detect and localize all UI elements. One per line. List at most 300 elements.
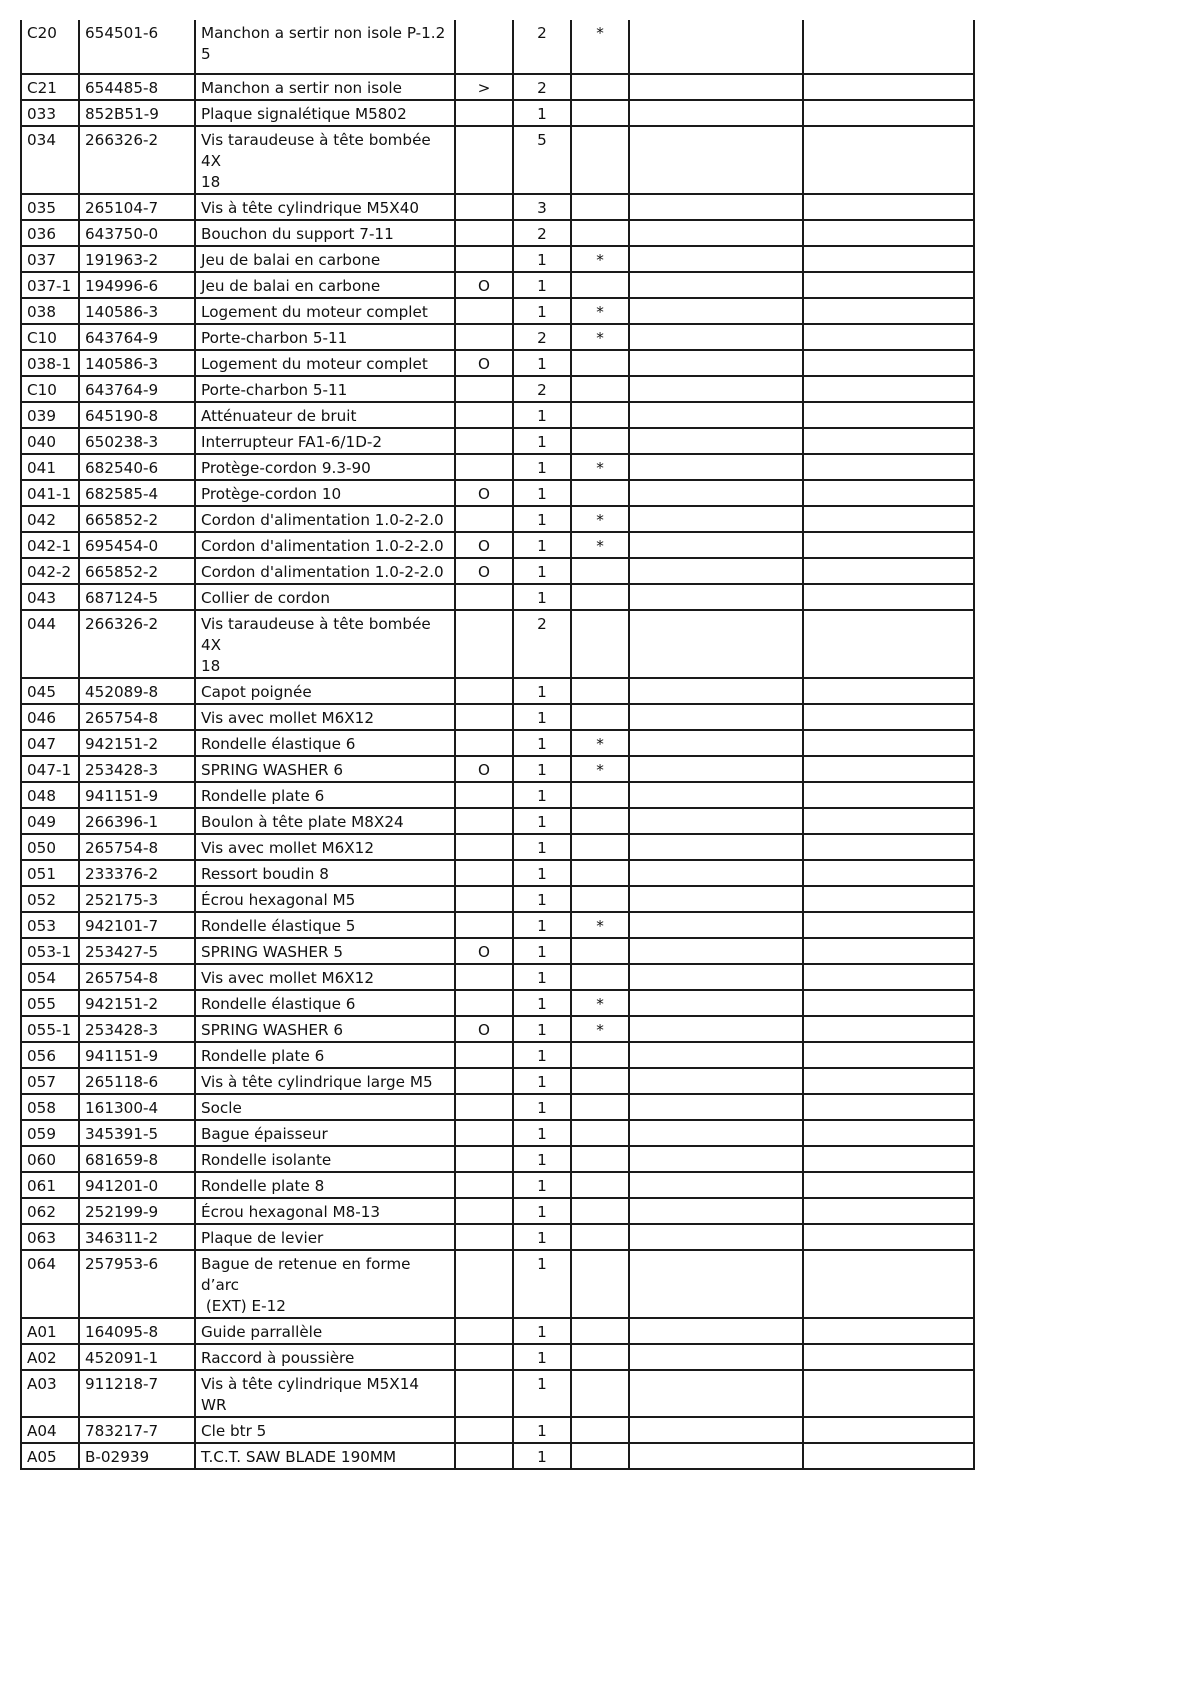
- quantity-cell: 3: [513, 194, 571, 220]
- note-cell: [455, 730, 513, 756]
- table-row: [21, 886, 974, 912]
- mark-cell: [571, 1370, 629, 1417]
- part-number-cell: 650238-3: [79, 428, 195, 454]
- mark-cell: [571, 678, 629, 704]
- note-cell: [455, 402, 513, 428]
- item-number-cell: 060: [21, 1146, 79, 1172]
- item-number-cell: 036: [21, 220, 79, 246]
- table-row: [21, 1370, 974, 1417]
- mark-cell: [571, 938, 629, 964]
- note-cell: O: [455, 532, 513, 558]
- quantity-cell: 1: [513, 1198, 571, 1224]
- blank-cell: [803, 246, 974, 272]
- table-row: [21, 376, 974, 402]
- note-cell: [455, 1068, 513, 1094]
- note-cell: [455, 324, 513, 350]
- note-cell: [455, 1146, 513, 1172]
- blank-cell: [803, 678, 974, 704]
- item-number-cell: 050: [21, 834, 79, 860]
- mark-cell: [571, 782, 629, 808]
- table-row: [21, 1094, 974, 1120]
- blank-cell: [803, 1042, 974, 1068]
- blank-cell: [803, 1094, 974, 1120]
- note-cell: [455, 1120, 513, 1146]
- note-cell: O: [455, 480, 513, 506]
- part-number-cell: 942101-7: [79, 912, 195, 938]
- quantity-cell: 1: [513, 782, 571, 808]
- quantity-cell: 2: [513, 20, 571, 74]
- item-number-cell: C10: [21, 376, 79, 402]
- item-number-cell: 062: [21, 1198, 79, 1224]
- description-cell: Socle: [195, 1094, 455, 1120]
- table-row: [21, 1016, 974, 1042]
- parts-list-body: [21, 20, 974, 1469]
- note-cell: [455, 298, 513, 324]
- blank-cell: [803, 584, 974, 610]
- note-cell: [455, 704, 513, 730]
- table-row: [21, 704, 974, 730]
- description-cell: SPRING WASHER 6: [195, 1016, 455, 1042]
- mark-cell: [571, 480, 629, 506]
- table-row: [21, 912, 974, 938]
- blank-cell: [803, 324, 974, 350]
- quantity-cell: 1: [513, 1250, 571, 1318]
- blank-cell: [629, 990, 803, 1016]
- note-cell: O: [455, 558, 513, 584]
- blank-cell: [803, 1417, 974, 1443]
- description-cell: Plaque signalétique M5802: [195, 100, 455, 126]
- table-row: [21, 324, 974, 350]
- quantity-cell: 5: [513, 126, 571, 194]
- note-cell: [455, 782, 513, 808]
- note-cell: [455, 1250, 513, 1318]
- note-cell: [455, 20, 513, 74]
- mark-cell: [571, 428, 629, 454]
- part-number-cell: 346311-2: [79, 1224, 195, 1250]
- blank-cell: [629, 1172, 803, 1198]
- blank-cell: [629, 584, 803, 610]
- table-row: [21, 834, 974, 860]
- mark-cell: [571, 100, 629, 126]
- item-number-cell: 049: [21, 808, 79, 834]
- item-number-cell: 059: [21, 1120, 79, 1146]
- part-number-cell: 265104-7: [79, 194, 195, 220]
- mark-cell: [571, 964, 629, 990]
- blank-cell: [803, 1250, 974, 1318]
- part-number-cell: 911218-7: [79, 1370, 195, 1417]
- description-cell: Boulon à tête plate M8X24: [195, 808, 455, 834]
- blank-cell: [803, 860, 974, 886]
- blank-cell: [803, 756, 974, 782]
- item-number-cell: A02: [21, 1344, 79, 1370]
- part-number-cell: 253427-5: [79, 938, 195, 964]
- mark-cell: [571, 350, 629, 376]
- part-number-cell: 161300-4: [79, 1094, 195, 1120]
- item-number-cell: 051: [21, 860, 79, 886]
- note-cell: [455, 376, 513, 402]
- description-cell: Vis à tête cylindrique large M5: [195, 1068, 455, 1094]
- item-number-cell: A04: [21, 1417, 79, 1443]
- quantity-cell: 1: [513, 298, 571, 324]
- table-row: [21, 220, 974, 246]
- blank-cell: [803, 1146, 974, 1172]
- part-number-cell: 941151-9: [79, 1042, 195, 1068]
- item-number-cell: 038-1: [21, 350, 79, 376]
- mark-cell: [571, 610, 629, 678]
- note-cell: [455, 1198, 513, 1224]
- mark-cell: *: [571, 730, 629, 756]
- blank-cell: [629, 678, 803, 704]
- mark-cell: [571, 1042, 629, 1068]
- part-number-cell: 682585-4: [79, 480, 195, 506]
- quantity-cell: 1: [513, 1120, 571, 1146]
- description-cell: Cle btr 5: [195, 1417, 455, 1443]
- description-cell: T.C.T. SAW BLADE 190MM: [195, 1443, 455, 1469]
- item-number-cell: 053: [21, 912, 79, 938]
- mark-cell: *: [571, 324, 629, 350]
- description-cell: Vis avec mollet M6X12: [195, 704, 455, 730]
- part-number-cell: 695454-0: [79, 532, 195, 558]
- item-number-cell: C10: [21, 324, 79, 350]
- blank-cell: [629, 1146, 803, 1172]
- note-cell: [455, 246, 513, 272]
- blank-cell: [803, 1172, 974, 1198]
- note-cell: [455, 100, 513, 126]
- part-number-cell: 265754-8: [79, 964, 195, 990]
- mark-cell: [571, 886, 629, 912]
- item-number-cell: 042-1: [21, 532, 79, 558]
- mark-cell: [571, 584, 629, 610]
- part-number-cell: 643764-9: [79, 376, 195, 402]
- blank-cell: [803, 1443, 974, 1469]
- blank-cell: [803, 1198, 974, 1224]
- note-cell: [455, 1443, 513, 1469]
- item-number-cell: 055-1: [21, 1016, 79, 1042]
- part-number-cell: 233376-2: [79, 860, 195, 886]
- item-number-cell: 046: [21, 704, 79, 730]
- item-number-cell: 037: [21, 246, 79, 272]
- quantity-cell: 1: [513, 756, 571, 782]
- mark-cell: [571, 1417, 629, 1443]
- note-cell: [455, 454, 513, 480]
- blank-cell: [629, 808, 803, 834]
- mark-cell: [571, 194, 629, 220]
- description-cell: Rondelle élastique 6: [195, 730, 455, 756]
- table-row: [21, 610, 974, 678]
- part-number-cell: 257953-6: [79, 1250, 195, 1318]
- blank-cell: [629, 298, 803, 324]
- blank-cell: [629, 1443, 803, 1469]
- table-row: [21, 1198, 974, 1224]
- note-cell: [455, 584, 513, 610]
- mark-cell: [571, 126, 629, 194]
- item-number-cell: 063: [21, 1224, 79, 1250]
- table-row: [21, 1443, 974, 1469]
- description-cell: Cordon d'alimentation 1.0-2-2.0: [195, 532, 455, 558]
- blank-cell: [629, 272, 803, 298]
- blank-cell: [629, 376, 803, 402]
- part-number-cell: 140586-3: [79, 298, 195, 324]
- part-number-cell: 654501-6: [79, 20, 195, 74]
- table-row: [21, 532, 974, 558]
- item-number-cell: 052: [21, 886, 79, 912]
- description-cell: Protège-cordon 9.3-90: [195, 454, 455, 480]
- item-number-cell: 048: [21, 782, 79, 808]
- description-cell: Vis taraudeuse à tête bombée 4X 18: [195, 126, 455, 194]
- table-row: [21, 1344, 974, 1370]
- table-row: [21, 990, 974, 1016]
- parts-list-table: [20, 20, 975, 1470]
- part-number-cell: 194996-6: [79, 272, 195, 298]
- quantity-cell: 2: [513, 376, 571, 402]
- blank-cell: [803, 1224, 974, 1250]
- blank-cell: [629, 1318, 803, 1344]
- quantity-cell: 1: [513, 532, 571, 558]
- quantity-cell: 1: [513, 480, 571, 506]
- description-cell: Jeu de balai en carbone: [195, 272, 455, 298]
- blank-cell: [629, 1344, 803, 1370]
- description-cell: Porte-charbon 5-11: [195, 376, 455, 402]
- table-row: [21, 272, 974, 298]
- note-cell: [455, 1042, 513, 1068]
- quantity-cell: 1: [513, 964, 571, 990]
- description-cell: Vis taraudeuse à tête bombée 4X 18: [195, 610, 455, 678]
- table-row: [21, 402, 974, 428]
- part-number-cell: 191963-2: [79, 246, 195, 272]
- quantity-cell: 1: [513, 1146, 571, 1172]
- note-cell: [455, 220, 513, 246]
- blank-cell: [629, 506, 803, 532]
- blank-cell: [803, 1068, 974, 1094]
- mark-cell: [571, 834, 629, 860]
- blank-cell: [629, 1120, 803, 1146]
- item-number-cell: 043: [21, 584, 79, 610]
- blank-cell: [803, 454, 974, 480]
- part-number-cell: 253428-3: [79, 756, 195, 782]
- mark-cell: [571, 1172, 629, 1198]
- blank-cell: [803, 782, 974, 808]
- mark-cell: [571, 1224, 629, 1250]
- part-number-cell: 452089-8: [79, 678, 195, 704]
- quantity-cell: 1: [513, 678, 571, 704]
- item-number-cell: A03: [21, 1370, 79, 1417]
- table-row: [21, 1224, 974, 1250]
- quantity-cell: 1: [513, 860, 571, 886]
- description-cell: Écrou hexagonal M5: [195, 886, 455, 912]
- blank-cell: [629, 558, 803, 584]
- mark-cell: *: [571, 756, 629, 782]
- quantity-cell: 1: [513, 1016, 571, 1042]
- mark-cell: [571, 74, 629, 100]
- part-number-cell: 253428-3: [79, 1016, 195, 1042]
- description-cell: Bague épaisseur: [195, 1120, 455, 1146]
- blank-cell: [629, 1250, 803, 1318]
- quantity-cell: 1: [513, 912, 571, 938]
- blank-cell: [629, 246, 803, 272]
- blank-cell: [629, 1068, 803, 1094]
- note-cell: [455, 428, 513, 454]
- item-number-cell: 047-1: [21, 756, 79, 782]
- description-cell: Guide parrallèle: [195, 1318, 455, 1344]
- blank-cell: [803, 100, 974, 126]
- mark-cell: *: [571, 912, 629, 938]
- part-number-cell: 941201-0: [79, 1172, 195, 1198]
- blank-cell: [629, 834, 803, 860]
- mark-cell: *: [571, 532, 629, 558]
- quantity-cell: 1: [513, 402, 571, 428]
- item-number-cell: C21: [21, 74, 79, 100]
- blank-cell: [803, 964, 974, 990]
- part-number-cell: 687124-5: [79, 584, 195, 610]
- mark-cell: [571, 1068, 629, 1094]
- table-row: [21, 298, 974, 324]
- note-cell: O: [455, 756, 513, 782]
- blank-cell: [803, 1120, 974, 1146]
- quantity-cell: 1: [513, 272, 571, 298]
- blank-cell: [803, 350, 974, 376]
- blank-cell: [803, 74, 974, 100]
- blank-cell: [629, 1370, 803, 1417]
- item-number-cell: 037-1: [21, 272, 79, 298]
- part-number-cell: 345391-5: [79, 1120, 195, 1146]
- part-number-cell: 682540-6: [79, 454, 195, 480]
- part-number-cell: 665852-2: [79, 506, 195, 532]
- item-number-cell: 039: [21, 402, 79, 428]
- note-cell: [455, 1344, 513, 1370]
- blank-cell: [803, 402, 974, 428]
- mark-cell: *: [571, 990, 629, 1016]
- description-cell: Logement du moteur complet: [195, 350, 455, 376]
- part-number-cell: 654485-8: [79, 74, 195, 100]
- quantity-cell: 1: [513, 886, 571, 912]
- mark-cell: [571, 1198, 629, 1224]
- blank-cell: [629, 1042, 803, 1068]
- description-cell: Collier de cordon: [195, 584, 455, 610]
- quantity-cell: 1: [513, 938, 571, 964]
- quantity-cell: 1: [513, 704, 571, 730]
- description-cell: Raccord à poussière: [195, 1344, 455, 1370]
- blank-cell: [803, 730, 974, 756]
- description-cell: Cordon d'alimentation 1.0-2-2.0: [195, 506, 455, 532]
- mark-cell: [571, 402, 629, 428]
- blank-cell: [803, 808, 974, 834]
- mark-cell: [571, 1250, 629, 1318]
- blank-cell: [629, 428, 803, 454]
- quantity-cell: 1: [513, 558, 571, 584]
- note-cell: O: [455, 1016, 513, 1042]
- mark-cell: *: [571, 246, 629, 272]
- table-row: [21, 350, 974, 376]
- note-cell: [455, 990, 513, 1016]
- description-cell: Vis à tête cylindrique M5X40: [195, 194, 455, 220]
- item-number-cell: 047: [21, 730, 79, 756]
- mark-cell: [571, 1146, 629, 1172]
- mark-cell: [571, 1443, 629, 1469]
- note-cell: [455, 1318, 513, 1344]
- blank-cell: [803, 20, 974, 74]
- table-row: [21, 1042, 974, 1068]
- item-number-cell: 058: [21, 1094, 79, 1120]
- table-row: [21, 1068, 974, 1094]
- blank-cell: [629, 194, 803, 220]
- part-number-cell: 252199-9: [79, 1198, 195, 1224]
- table-row: [21, 1250, 974, 1318]
- blank-cell: [803, 506, 974, 532]
- table-row: [21, 964, 974, 990]
- blank-cell: [629, 938, 803, 964]
- item-number-cell: 035: [21, 194, 79, 220]
- blank-cell: [803, 220, 974, 246]
- mark-cell: [571, 220, 629, 246]
- item-number-cell: 038: [21, 298, 79, 324]
- description-cell: Rondelle plate 8: [195, 1172, 455, 1198]
- blank-cell: [629, 1224, 803, 1250]
- quantity-cell: 1: [513, 1042, 571, 1068]
- quantity-cell: 1: [513, 506, 571, 532]
- note-cell: [455, 194, 513, 220]
- blank-cell: [803, 912, 974, 938]
- blank-cell: [629, 74, 803, 100]
- blank-cell: [629, 402, 803, 428]
- description-cell: Jeu de balai en carbone: [195, 246, 455, 272]
- description-cell: Logement du moteur complet: [195, 298, 455, 324]
- part-number-cell: 681659-8: [79, 1146, 195, 1172]
- blank-cell: [803, 1370, 974, 1417]
- part-number-cell: 942151-2: [79, 990, 195, 1016]
- description-cell: Rondelle élastique 5: [195, 912, 455, 938]
- quantity-cell: 1: [513, 808, 571, 834]
- blank-cell: [629, 1198, 803, 1224]
- table-row: [21, 730, 974, 756]
- blank-cell: [803, 886, 974, 912]
- blank-cell: [803, 428, 974, 454]
- part-number-cell: 645190-8: [79, 402, 195, 428]
- blank-cell: [803, 990, 974, 1016]
- blank-cell: [803, 1344, 974, 1370]
- table-row: [21, 74, 974, 100]
- description-cell: Vis avec mollet M6X12: [195, 834, 455, 860]
- table-row: [21, 782, 974, 808]
- part-number-cell: B-02939: [79, 1443, 195, 1469]
- blank-cell: [629, 324, 803, 350]
- part-number-cell: 643764-9: [79, 324, 195, 350]
- description-cell: SPRING WASHER 5: [195, 938, 455, 964]
- note-cell: [455, 506, 513, 532]
- description-cell: Vis avec mollet M6X12: [195, 964, 455, 990]
- table-row: [21, 678, 974, 704]
- quantity-cell: 1: [513, 1068, 571, 1094]
- part-number-cell: 665852-2: [79, 558, 195, 584]
- note-cell: [455, 126, 513, 194]
- quantity-cell: 1: [513, 100, 571, 126]
- table-row: [21, 1318, 974, 1344]
- note-cell: [455, 1370, 513, 1417]
- blank-cell: [629, 886, 803, 912]
- note-cell: [455, 886, 513, 912]
- item-number-cell: C20: [21, 20, 79, 74]
- item-number-cell: 064: [21, 1250, 79, 1318]
- part-number-cell: 266326-2: [79, 126, 195, 194]
- mark-cell: *: [571, 1016, 629, 1042]
- blank-cell: [803, 938, 974, 964]
- mark-cell: *: [571, 454, 629, 480]
- mark-cell: [571, 1318, 629, 1344]
- description-cell: Écrou hexagonal M8-13: [195, 1198, 455, 1224]
- table-row: [21, 20, 974, 74]
- blank-cell: [629, 480, 803, 506]
- quantity-cell: 2: [513, 324, 571, 350]
- blank-cell: [803, 480, 974, 506]
